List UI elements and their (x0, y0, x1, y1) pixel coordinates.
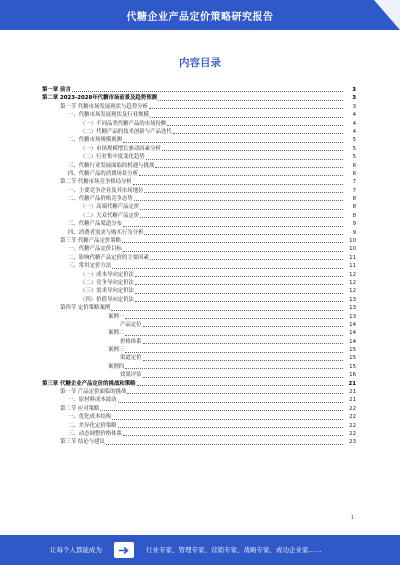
toc-entry-text: 第三章 代糖企业产品定价的挑战和策略 (42, 380, 136, 387)
toc-leader-dots (150, 117, 343, 118)
page-number: 1 (350, 515, 354, 521)
toc-entry[interactable] (42, 178, 356, 186)
toc-entry-page: 14 (349, 338, 356, 345)
toc-entry-page: 7 (352, 187, 356, 194)
toc-leader-dots (167, 125, 343, 126)
toc-entry-text: 二、差异化定价策略 (68, 422, 117, 429)
toc-entry[interactable] (42, 338, 356, 346)
toc-entry[interactable] (42, 438, 356, 446)
toc-leader-dots (143, 343, 343, 344)
toc-leader-dots (144, 234, 343, 235)
toc-leader-dots (112, 419, 343, 420)
toc-entry-page: 21 (349, 389, 356, 396)
toc-entry-text: 二、代糖市场规模预测 (68, 137, 122, 144)
toc-entry[interactable] (42, 94, 356, 102)
toc-entry-page: 8 (352, 204, 356, 211)
toc-leader-dots (135, 284, 343, 285)
toc-leader-dots (143, 377, 343, 378)
toc-entry-page: 22 (349, 431, 356, 437)
toc-entry-text: 价格体系 (120, 338, 142, 345)
toc-leader-dots (122, 242, 343, 243)
toc-entry-text: 案例一 (108, 313, 125, 320)
toc-entry-text: 第三节 代糖产品定价策略 (60, 238, 122, 245)
toc-entry-page: 15 (349, 355, 356, 362)
toc-entry[interactable] (42, 262, 356, 270)
toc-entry-page: 22 (349, 405, 356, 412)
toc-leader-dots (144, 192, 343, 193)
toc-leader-dots (125, 352, 343, 353)
toc-entry-text: 第一节 代糖市场发展现状与趋势分析 (60, 103, 148, 110)
toc-entry[interactable] (42, 413, 356, 421)
toc-entry-text: （二）大众代糖产品定价 (80, 212, 140, 219)
toc-entry[interactable] (42, 422, 356, 430)
toc-entry-text: 产品定位 (120, 321, 142, 328)
toc-entry-text: 渠道定价 (120, 355, 142, 362)
toc-entry-page: 5 (352, 137, 356, 144)
toc-entry[interactable] (42, 405, 356, 413)
header-corner-decoration (374, 0, 400, 30)
toc-leader-dots (155, 167, 343, 168)
toc-entry-page: 12 (349, 288, 356, 295)
toc-entry-page: 9 (352, 221, 356, 228)
toc-entry[interactable] (42, 187, 356, 195)
toc-entry-page: 15 (349, 347, 356, 354)
toc-leader-dots (134, 200, 343, 201)
toc-entry-page: 10 (349, 238, 356, 245)
toc-leader-dots (111, 310, 343, 311)
toc-entry[interactable] (42, 237, 356, 245)
toc-entry-text: （一）高端代糖产品定价 (80, 204, 140, 211)
toc-entry[interactable] (42, 304, 356, 312)
toc-entry-text: 三、代糖行业发展面临的机遇与挑战 (68, 162, 155, 169)
toc-entry-text: 一、代糖市场发展现状及行业规模 (68, 112, 149, 119)
toc-entry[interactable] (42, 296, 356, 304)
toc-entry-page: 13 (349, 313, 356, 320)
toc-entry-page: 8 (352, 196, 356, 203)
toc-leader-dots (123, 226, 343, 227)
toc-entry-text: （一）成本导向定价法 (80, 271, 134, 278)
toc-entry[interactable] (42, 212, 356, 220)
toc-entry[interactable] (42, 145, 356, 153)
toc-leader-dots (146, 159, 343, 160)
footer-slogan-left: 让每个人都能成为 (50, 546, 102, 554)
toc-entry[interactable] (42, 103, 356, 111)
toc-leader-dots (135, 276, 343, 277)
toc-entry[interactable] (42, 329, 356, 337)
toc-leader-dots (125, 368, 343, 369)
toc-entry-text: （二）行业集中度变化趋势 (80, 154, 145, 161)
toc-entry[interactable] (42, 430, 356, 438)
toc-entry-page: 8 (352, 212, 356, 219)
toc-leader-dots (140, 209, 343, 210)
toc-entry-page: 10 (349, 246, 356, 253)
toc-entry-text: （二）代糖产品的技术创新与产品迭代 (80, 128, 172, 135)
toc-leader-dots (135, 293, 343, 294)
toc-entry[interactable] (42, 120, 356, 128)
toc-leader-dots (143, 360, 343, 361)
toc-entry[interactable] (42, 271, 356, 279)
toc-entry-text: 第三节 结论与建议 (60, 439, 105, 446)
toc-leader-dots (72, 91, 343, 92)
toc-entry[interactable] (42, 346, 356, 354)
toc-entry-page: 14 (349, 321, 356, 328)
toc-entry-text: 三、代糖产品渠道分布 (68, 221, 122, 228)
toc-entry-page: 4 (352, 128, 356, 135)
toc-entry-text: （三）需求导向定价法 (80, 288, 134, 295)
toc-entry[interactable] (42, 86, 356, 94)
toc-entry[interactable] (42, 229, 356, 237)
toc-entry-page: 22 (349, 414, 356, 421)
toc-entry-text: 一、优化成本结构 (68, 414, 112, 421)
toc-entry[interactable] (42, 170, 356, 178)
toc-leader-dots (118, 402, 343, 403)
toc-entry-text: （四）价值导向定价法 (80, 296, 134, 303)
toc-entry-text: 案例二 (108, 330, 125, 337)
toc-entry[interactable] (42, 371, 356, 379)
toc-entry-text: 二、代糖产品价格竞争态势 (68, 196, 133, 203)
toc-entry[interactable] (42, 380, 356, 388)
toc-entry-text: 一、主要竞争企业及其市场地位 (68, 187, 144, 194)
arrow-icon (114, 542, 134, 558)
toc-leader-dots (112, 268, 343, 269)
footer-slogan-right: 行业专家、管理专家、营销专家、战略专家、成功企业家…… (146, 546, 322, 554)
toc-entry-text: 第一节 产品定价面临的挑战 (60, 389, 127, 396)
toc-entry-page: 6 (352, 170, 356, 177)
toc-entry[interactable] (42, 254, 356, 262)
toc-entry-page: 11 (349, 263, 356, 270)
toc-entry-page: 15 (349, 363, 356, 370)
toc-entry-text: 第二章 2023-2028年代糖市场前景及趋势预测 (42, 95, 157, 102)
toc-entry-text: 案例三 (108, 347, 125, 354)
toc-entry-page: 12 (349, 271, 356, 278)
toc-entry-text: 二、影响代糖产品定价的主要因素 (68, 254, 149, 261)
toc-entry[interactable] (42, 245, 356, 253)
toc-entry-page: 5 (352, 154, 356, 161)
toc-entry-page: 11 (349, 254, 356, 261)
toc-leader-dots (158, 100, 343, 101)
toc-entry-text: 第二节 应对策略 (60, 405, 100, 412)
toc-entry-text: 案例四 (108, 363, 125, 370)
toc-leader-dots (135, 301, 343, 302)
toc-entry[interactable] (42, 220, 356, 228)
toc-entry[interactable] (42, 396, 356, 404)
toc-leader-dots (125, 335, 343, 336)
toc-leader-dots (162, 150, 343, 151)
toc-entry-page: 12 (349, 279, 356, 286)
toc-entry-text: 第四节 定价策略案例 (60, 305, 111, 312)
toc-entry[interactable] (42, 287, 356, 295)
toc-leader-dots (143, 326, 343, 327)
toc-entry-text: 四、代糖产品的消费场景分析 (68, 170, 139, 177)
toc-entry-page: 23 (349, 439, 356, 446)
toc-leader-dots (150, 259, 343, 260)
toc-leader-dots (139, 175, 343, 176)
toc-entry-text: 一、原材料成本波动 (68, 397, 117, 404)
toc-entry-text: （二）竞争导向定价法 (80, 279, 134, 286)
toc-entry[interactable] (42, 355, 356, 363)
toc-entry[interactable] (42, 363, 356, 371)
toc-leader-dots (149, 108, 343, 109)
header-title: 代糖企业产品定价策略研究报告 (126, 11, 274, 23)
toc-entry-page: 22 (349, 422, 356, 429)
toc-entry-page: 4 (352, 112, 356, 119)
toc-entry[interactable] (42, 136, 356, 144)
toc-entry-text: （一）不同品类代糖产品的市场份额 (80, 120, 167, 127)
toc-leader-dots (140, 217, 343, 218)
page-footer (0, 535, 400, 565)
toc-entry[interactable] (42, 203, 356, 211)
toc-leader-dots (123, 435, 343, 436)
toc-entry-page: 21 (349, 397, 356, 404)
toc-title: 内容目录 (179, 57, 221, 69)
toc-entry-page: 13 (349, 305, 356, 312)
toc-entry-page: 21 (348, 380, 356, 387)
page-header (0, 0, 400, 30)
toc-entry[interactable] (42, 153, 356, 161)
toc-entry[interactable] (42, 195, 356, 203)
toc-entry-page: 4 (352, 120, 356, 127)
toc-leader-dots (127, 393, 343, 394)
toc-entry-text: （一）市场规模增长驱动因素分析 (80, 145, 161, 152)
toc-entry-page: 9 (352, 229, 356, 236)
toc-entry-text: 三、常用定价方法 (68, 263, 112, 270)
toc-leader-dots (173, 133, 343, 134)
toc-leader-dots (137, 385, 343, 386)
toc-entry-text: 第二节 代糖市场竞争格局分析 (60, 179, 132, 186)
table-of-contents (42, 86, 356, 447)
toc-entry-text: 效果评估 (120, 372, 142, 379)
toc-entry-text: 四、消费者需求与购买行为分析 (68, 229, 144, 236)
toc-entry-page: 3 (352, 103, 356, 110)
toc-entry[interactable] (42, 279, 356, 287)
toc-leader-dots (123, 142, 343, 143)
toc-entry-page: 6 (352, 162, 356, 169)
toc-entry[interactable] (42, 313, 356, 321)
toc-leader-dots (100, 410, 343, 411)
toc-leader-dots (133, 184, 343, 185)
toc-entry-page: 14 (349, 330, 356, 337)
toc-entry-text: 第一章 前言 (42, 86, 71, 93)
toc-leader-dots (106, 444, 343, 445)
toc-leader-dots (123, 251, 343, 252)
toc-entry-text: 三、动态调整价格体系 (68, 431, 122, 437)
toc-leader-dots (125, 318, 343, 319)
toc-entry-page: 16 (349, 372, 356, 379)
toc-entry-page: 5 (352, 145, 356, 152)
toc-entry-text: 一、代糖产品定价目标 (68, 246, 122, 253)
toc-entry[interactable] (42, 111, 356, 119)
toc-entry-page: 13 (349, 296, 356, 303)
toc-entry-page: 3 (352, 86, 356, 93)
toc-entry[interactable] (42, 162, 356, 170)
toc-entry[interactable] (42, 128, 356, 136)
toc-entry[interactable] (42, 388, 356, 396)
toc-entry-page: 3 (352, 95, 356, 102)
toc-entry-page: 7 (352, 179, 356, 186)
toc-entry[interactable] (42, 321, 356, 329)
toc-leader-dots (118, 427, 343, 428)
